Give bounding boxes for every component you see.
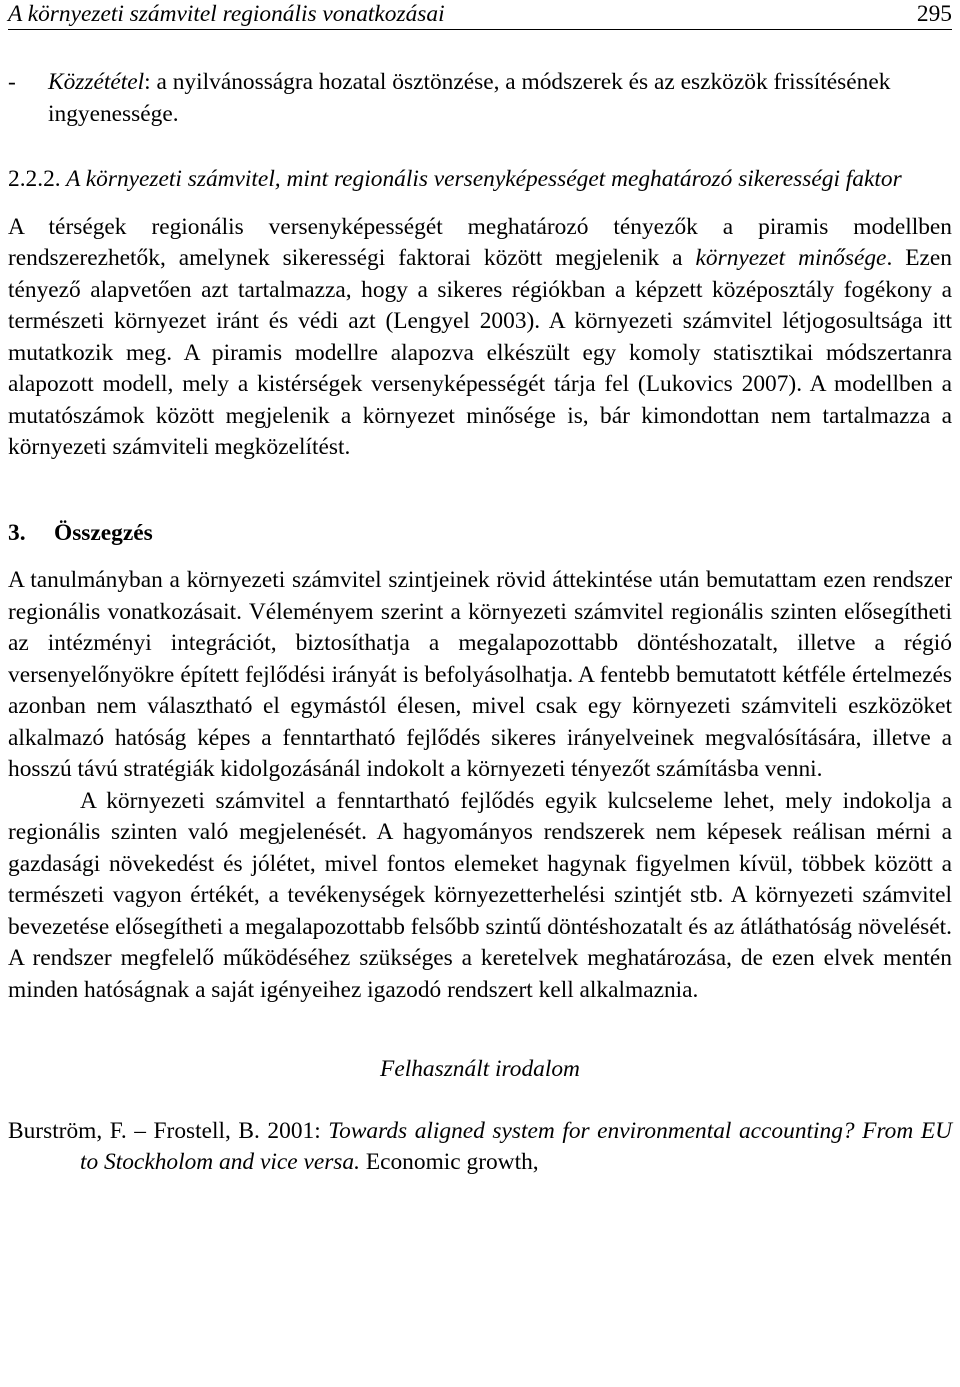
paragraph-text: . Ezen tényező alapvetően azt tartalmazza, hogy a sikeres régiókban a képzett középosztály fogékony a természeti környezet iránt és védi azt (Lengyel 2003). A környezeti számvitel létjogosultsága itt mutatkozik meg. A piramis modellre alapozva elkészült egy komoly statisztikai módszertanra alapozott modell, mely a kistérségek versenyképességét tárja fel (Lukovics 2007). A modellben a mutatószámok között megjelenik a környezet minősége is, bár kimondottan nem tartalmazza a környezeti számviteli megközelítést. [8,245,952,460]
section-number: 3. [8,519,26,546]
section-number: 2.2.2. [8,166,61,192]
paragraph-emphasis: környezet minősége [695,245,887,271]
paragraph-text: A térségek regionális versenyképességét meghatározó tényezők a piramis modellben rendszerezhetők, amelynek sikerességi faktorai között megjelenik a [8,213,952,271]
reference-title: Towards aligned system for environmental accounting? From EU to Stockholom and vice versa. [80,1117,952,1175]
paragraph: A környezeti számvitel a fenntartható fejlődés egyik kulcseleme lehet, mely indokolja a regionális szinten való megjelenését. A hagyományos rendszerek nem képesek reálisan mérni a gazdasági növekedést és jólétet, mivel fontos elemeket hagynak figyelmen kívül, többek között a természeti vagyon értékét, a tevékenységek környezetterhelési szintjét stb. A környezeti számvitel bevezetése elősegítheti a megalapozottabb felsőbb szintű döntéshozatalt és az átláthatóság növelését. A rendszer megfelelő működéséhez szükséges a keretelvek meghatározása, de ezen elvek mentén minden hatóságnak a saját igényeihez igazodó rendszert kell alkalmaznia. [8,787,952,1003]
page-number: 295 [916,1,952,27]
references-heading: Felhasznált irodalom [380,1056,580,1082]
reference-rest: Economic growth, [359,1149,539,1175]
bullet-item [8,67,952,130]
bullet-term: Közzététel [48,69,145,95]
running-title: A környezeti számvitel regionális vonatkozásai [8,1,445,27]
reference-authors: Burström, F. – Frostell, B. 2001: [8,1117,329,1144]
running-header [8,0,952,30]
section-title: Összegzés [54,519,153,546]
section-title: A környezeti számvitel, mint regionális versenyképességet meghatározó sikerességi faktor [66,166,902,192]
paragraph: A tanulmányban a környezeti számvitel szintjeinek rövid áttekintése után bemutattam ezen rendszer regionális vonatkozásait. Véleményem szerint a környezeti számvitel regionális szinten elősegítheti az intézményi integrációt, biztosíthatja a megalapozottabb döntéshozatalt, illetve a régió versenyelőnyökre épített fejlődési irányát is befolyásolhatja. A fentebb bemutatott kétféle értelmezés azonban nem választható el egymástól élesen, mivel csak egy környezeti számviteli eszközöket alkalmazó hatóság képes a fenntartható fejlődés sikeres irányelveinek megvalósítására, illetve a hosszú távú stratégiák kidolgozásánál indokolt a környezeti tényezőt számításba venni. [8,567,952,782]
reference-entry [8,1116,952,1179]
bullet-text-rest: : a nyilvánosságra hozatal ösztönzése, a módszerek és az eszközök frissítésének ingyenessége. [48,69,891,127]
section-heading-3 [8,518,952,550]
section-heading-2-2-2 [8,164,952,196]
bullet-dash: - [8,69,16,95]
bullet-text [48,67,952,130]
paragraph [8,212,952,464]
